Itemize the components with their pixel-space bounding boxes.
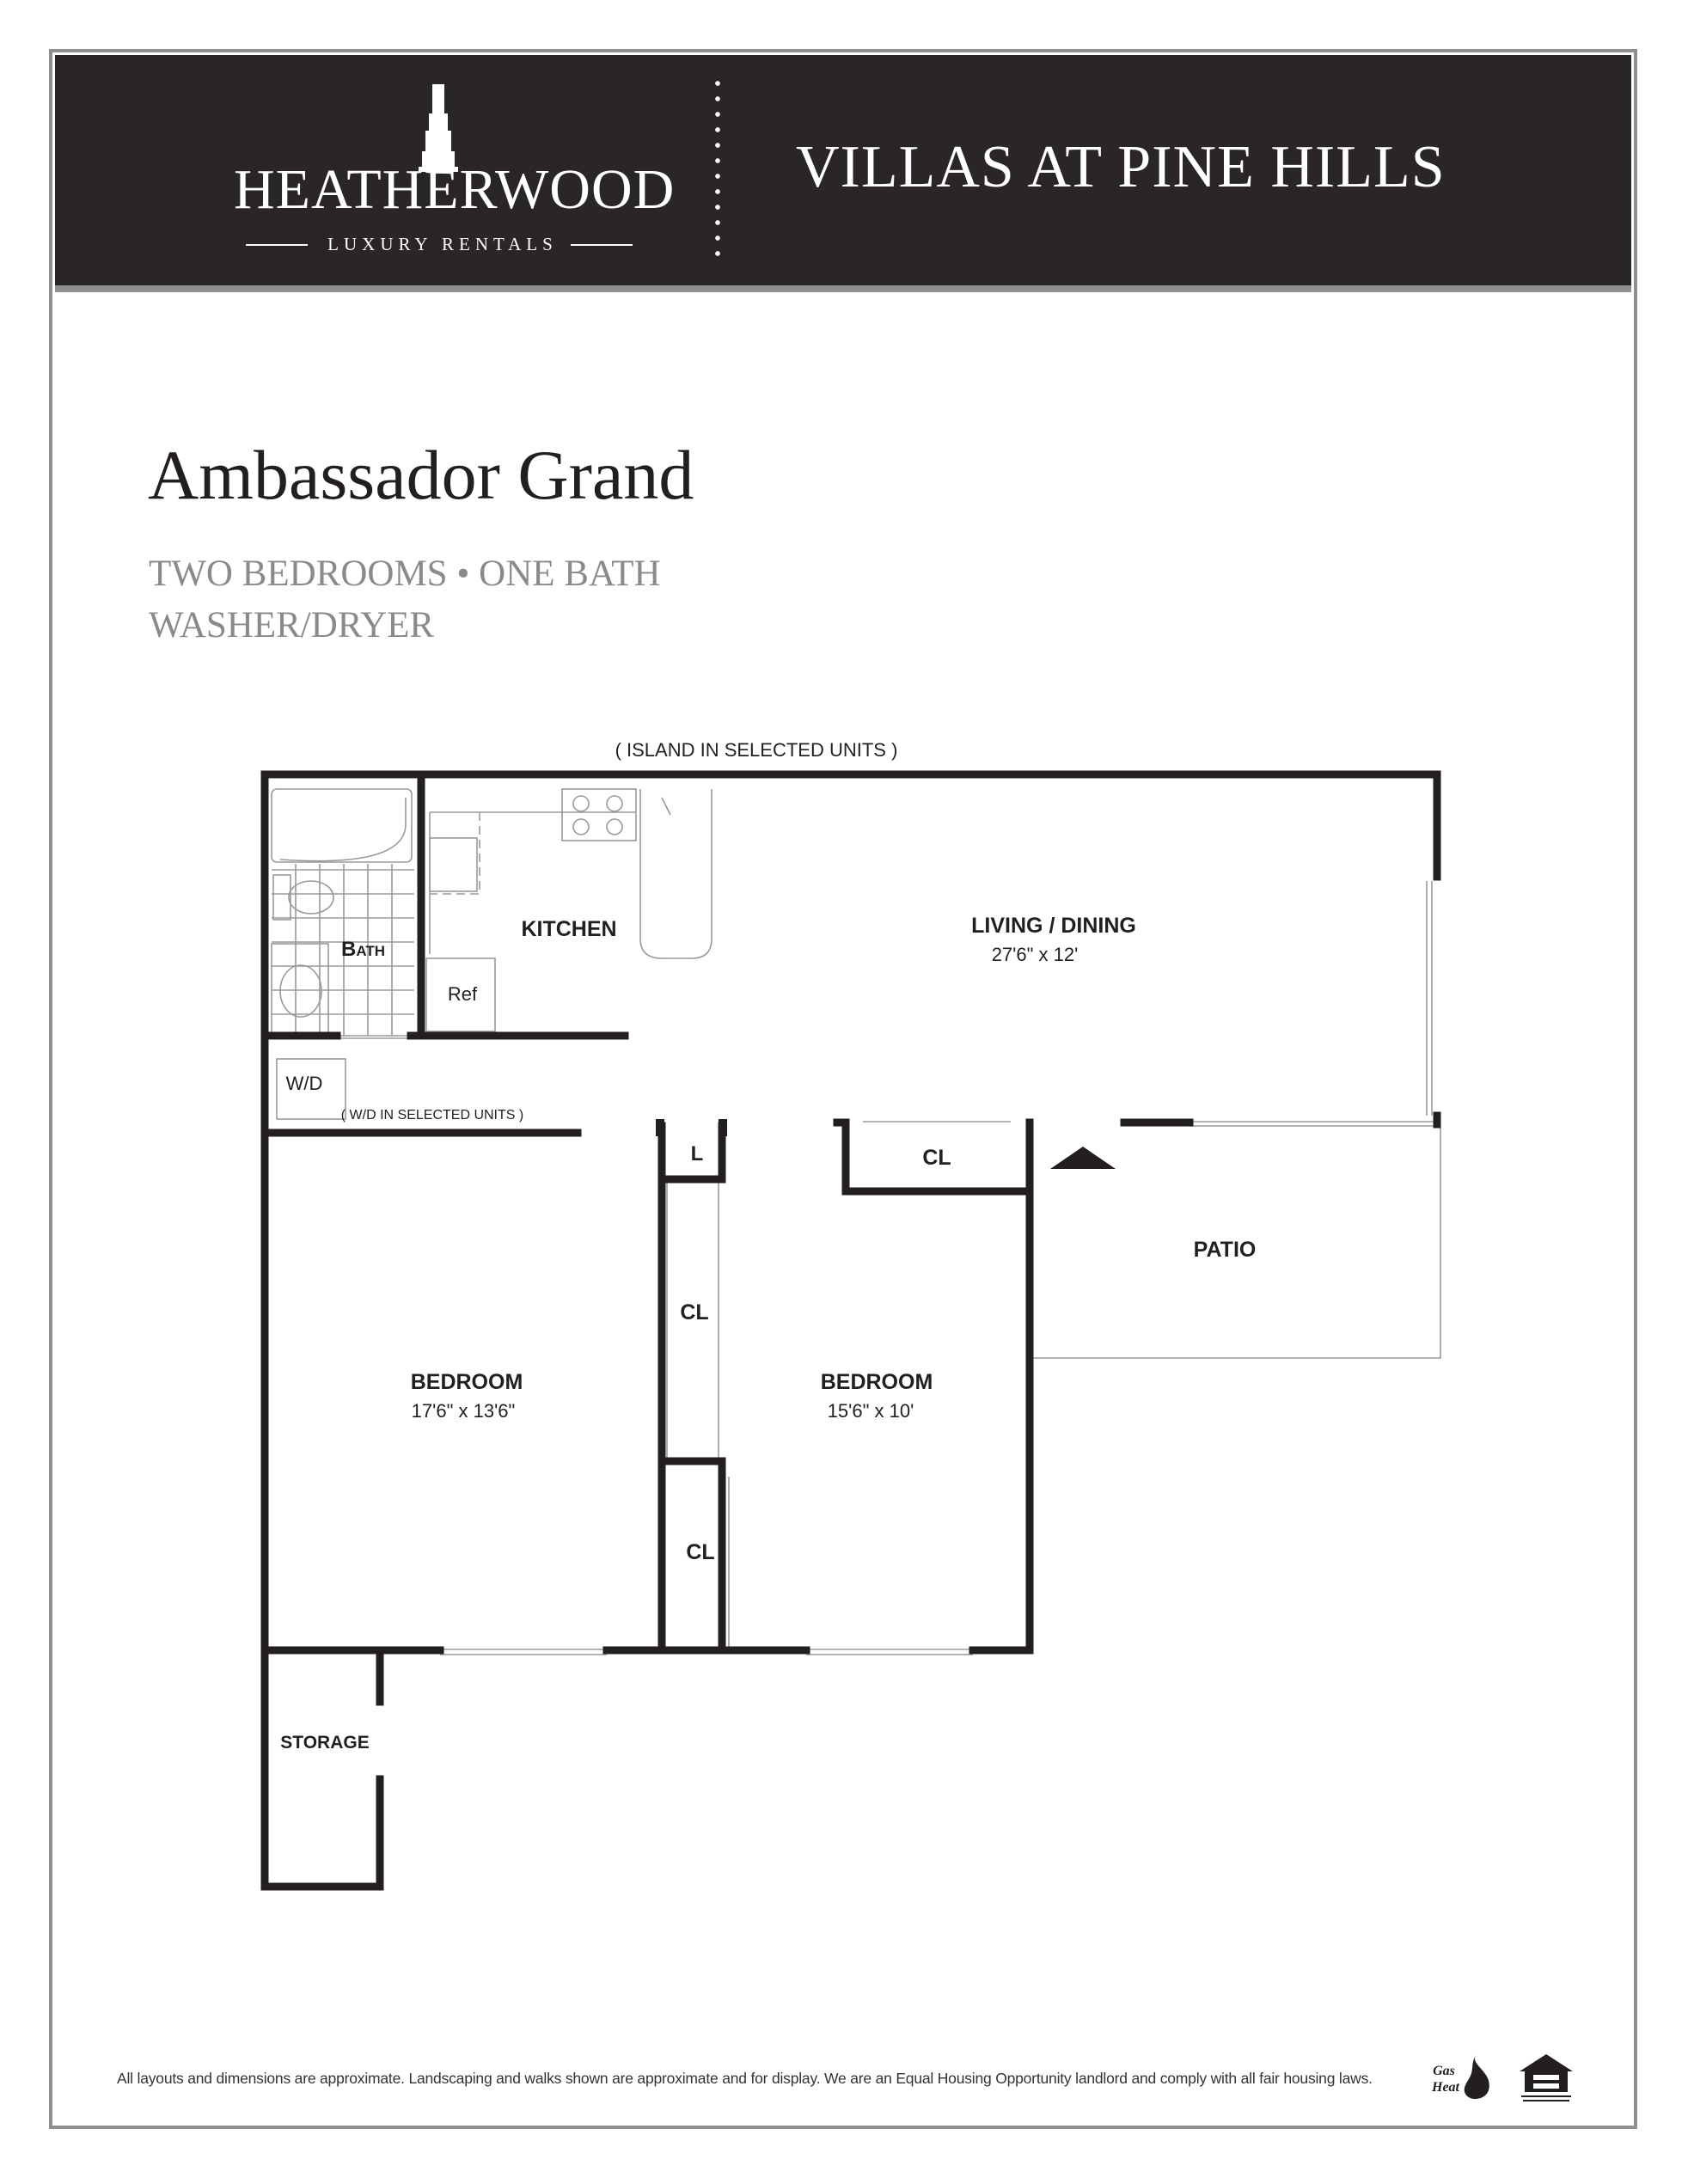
equal-housing-icon <box>1516 2052 1576 2106</box>
svg-text:Gas: Gas <box>1433 2064 1455 2078</box>
ref-label: Ref <box>447 983 478 1005</box>
kitchen-counter-edge <box>430 812 480 894</box>
bedroom1-label: BEDROOM <box>410 1370 523 1394</box>
bedroom1-window <box>440 1649 607 1655</box>
bedroom2-label: BEDROOM <box>820 1370 933 1394</box>
bathtub <box>272 789 412 862</box>
bathtub-basin <box>280 798 406 861</box>
plan-features: WASHER/DRYER <box>149 605 435 645</box>
toilet-tank <box>273 875 291 920</box>
bedroom1-closet-label: CL <box>680 1300 709 1324</box>
kitchen-island <box>640 789 712 958</box>
svg-text:Heat: Heat <box>1432 2080 1459 2095</box>
living-window <box>1427 881 1432 1116</box>
gas-heat-flame-icon <box>1423 2052 1501 2104</box>
kitchen-label: KITCHEN <box>521 917 617 941</box>
storage-label: STORAGE <box>280 1733 370 1753</box>
disclaimer-text: All layouts and dimensions are approximate. Landscaping and walks shown are approximate and for display. We are an Equal Housing Opportunity landlord and comply with all fair housing laws. <box>117 2070 1373 2087</box>
stove <box>562 789 636 841</box>
bath-label: Bath <box>341 938 386 961</box>
linen-closet-label: L <box>690 1142 704 1165</box>
wall-stubs <box>656 1119 727 1136</box>
patio-label: PATIO <box>1193 1238 1257 1262</box>
brand-tagline: LUXURY RENTALS <box>327 234 558 254</box>
island-note: ( ISLAND IN SELECTED UNITS ) <box>615 739 898 761</box>
bedroom2-window <box>806 1649 973 1655</box>
patio-door <box>1190 1122 1437 1126</box>
bedroom2-dims: 15'6" x 10' <box>827 1400 914 1422</box>
walls <box>265 774 1437 1887</box>
living-label: LIVING / DINING <box>971 914 1136 938</box>
plan-rooms: TWO BEDROOMS • ONE BATH <box>149 554 661 594</box>
bedroom2-closet-label: CL <box>686 1540 715 1564</box>
hall-closet-label: CL <box>922 1146 951 1170</box>
bath-sink <box>280 965 321 1017</box>
property-name: VILLAS AT PINE HILLS <box>796 134 1446 200</box>
entry-arrow-icon <box>1050 1147 1116 1169</box>
living-dims: 27'6" x 12' <box>991 944 1079 965</box>
wd-note: ( W/D IN SELECTED UNITS ) <box>340 1108 524 1123</box>
wd-label: W/D <box>285 1073 323 1094</box>
brand-name: HEATHERWOOD <box>234 158 676 221</box>
bedroom1-dims: 17'6" x 13'6" <box>411 1400 516 1422</box>
stove-burners <box>573 796 622 835</box>
kitchen-sink <box>430 838 477 891</box>
island-pointer <box>662 798 670 815</box>
plan-title: Ambassador Grand <box>148 436 694 514</box>
